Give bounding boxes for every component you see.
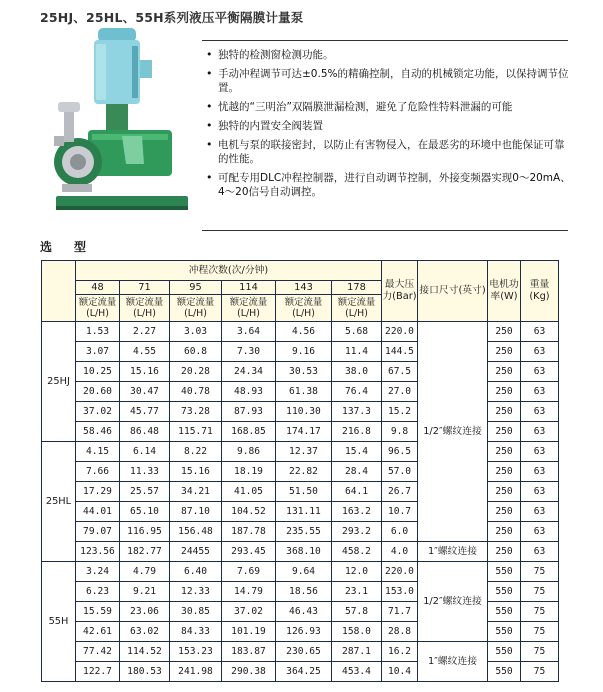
flow-value: 182.77	[120, 542, 170, 562]
flow-value: 60.8	[170, 342, 222, 362]
weight-value: 63	[521, 482, 559, 502]
weight-value: 63	[521, 362, 559, 382]
pressure-value: 220.0	[382, 562, 418, 582]
flow-value: 61.38	[276, 382, 332, 402]
flow-value: 1.53	[76, 322, 120, 342]
flow-value: 76.4	[332, 382, 382, 402]
features-top-rule	[202, 40, 568, 41]
flow-value: 42.61	[76, 622, 120, 642]
flow-value: 6.40	[170, 562, 222, 582]
flow-value: 137.3	[332, 402, 382, 422]
flow-value: 30.47	[120, 382, 170, 402]
feature-item: • 可配专用DLC冲程控制器，进行自动调节控制，外接变频器实现0～20mA、4～20信号自动调控。	[206, 171, 572, 199]
motor-power-value: 250	[488, 322, 521, 342]
pressure-value: 96.5	[382, 442, 418, 462]
flow-value: 4.79	[120, 562, 170, 582]
rated-flow-header: 额定流量(L/H)	[170, 295, 222, 322]
flow-value: 24.34	[222, 362, 276, 382]
flow-value: 110.30	[276, 402, 332, 422]
feature-item: • 电机与泵的联接密封，以防止有害物侵入，在最恶劣的环境中也能保证可靠的性能。	[206, 138, 572, 166]
flow-value: 216.8	[332, 422, 382, 442]
weight-value: 63	[521, 502, 559, 522]
motor-power-value: 550	[488, 562, 521, 582]
weight-value: 63	[521, 462, 559, 482]
flow-value: 9.86	[222, 442, 276, 462]
flow-value: 17.29	[76, 482, 120, 502]
pressure-value: 16.2	[382, 642, 418, 662]
flow-value: 30.85	[170, 602, 222, 622]
flow-value: 58.46	[76, 422, 120, 442]
flow-value: 123.56	[76, 542, 120, 562]
flow-value: 180.53	[120, 662, 170, 682]
flow-value: 6.14	[120, 442, 170, 462]
flow-value: 37.02	[76, 402, 120, 422]
model-cell: 55H	[42, 562, 76, 682]
flow-value: 7.69	[222, 562, 276, 582]
flow-value: 4.15	[76, 442, 120, 462]
flow-value: 287.1	[332, 642, 382, 662]
motor-power-value: 250	[488, 462, 521, 482]
flow-value: 11.4	[332, 342, 382, 362]
flow-value: 453.4	[332, 662, 382, 682]
pressure-value: 153.0	[382, 582, 418, 602]
motor-power-value: 550	[488, 622, 521, 642]
flow-value: 3.64	[222, 322, 276, 342]
flow-value: 77.42	[76, 642, 120, 662]
weight-value: 75	[521, 582, 559, 602]
page-title: 25HJ、25HL、55H系列液压平衡隔膜计量泵	[40, 10, 304, 25]
flow-value: 7.30	[222, 342, 276, 362]
flow-value: 25.57	[120, 482, 170, 502]
flow-value: 10.25	[76, 362, 120, 382]
motor-power-value: 250	[488, 342, 521, 362]
rated-flow-header: 额定流量(L/H)	[76, 295, 120, 322]
weight-value: 63	[521, 422, 559, 442]
flow-value: 63.02	[120, 622, 170, 642]
weight-value: 75	[521, 602, 559, 622]
stroke-group-header: 冲程次数(次/分钟)	[76, 261, 382, 281]
flow-value: 40.78	[170, 382, 222, 402]
stroke-rate-header: 143	[276, 281, 332, 295]
flow-value: 116.95	[120, 522, 170, 542]
port-size-cell: 1/2″螺纹连接	[418, 562, 488, 642]
stroke-rate-header: 48	[76, 281, 120, 295]
flow-value: 57.8	[332, 602, 382, 622]
weight-value: 75	[521, 662, 559, 682]
flow-value: 290.38	[222, 662, 276, 682]
flow-value: 183.87	[222, 642, 276, 662]
flow-value: 23.06	[120, 602, 170, 622]
motor-power-value: 250	[488, 422, 521, 442]
port-size-cell: 1/2″螺纹连接	[418, 322, 488, 542]
flow-value: 7.66	[76, 462, 120, 482]
flow-value: 174.17	[276, 422, 332, 442]
pressure-value: 28.8	[382, 622, 418, 642]
flow-value: 15.16	[120, 362, 170, 382]
flow-value: 51.50	[276, 482, 332, 502]
flow-value: 241.98	[170, 662, 222, 682]
flow-value: 293.2	[332, 522, 382, 542]
pressure-value: 67.5	[382, 362, 418, 382]
feature-list	[206, 48, 572, 204]
flow-value: 20.28	[170, 362, 222, 382]
motor-power-value: 550	[488, 642, 521, 662]
flow-value: 4.56	[276, 322, 332, 342]
motor-power-value: 250	[488, 402, 521, 422]
flow-value: 153.23	[170, 642, 222, 662]
port-size-cell: 1″螺纹连接	[418, 642, 488, 682]
features-bottom-rule	[202, 230, 568, 231]
spec-table	[41, 260, 559, 682]
flow-value: 12.0	[332, 562, 382, 582]
flow-value: 15.4	[332, 442, 382, 462]
flow-value: 38.0	[332, 362, 382, 382]
motor-power-value: 250	[488, 482, 521, 502]
motor-power-value: 250	[488, 362, 521, 382]
flow-value: 18.19	[222, 462, 276, 482]
flow-value: 9.64	[276, 562, 332, 582]
motor-power-value: 250	[488, 442, 521, 462]
pressure-value: 26.7	[382, 482, 418, 502]
stroke-rate-header: 71	[120, 281, 170, 295]
flow-value: 24455	[170, 542, 222, 562]
weight-value: 63	[521, 382, 559, 402]
stroke-rate-header: 178	[332, 281, 382, 295]
flow-value: 9.21	[120, 582, 170, 602]
flow-value: 12.33	[170, 582, 222, 602]
pressure-value: 9.8	[382, 422, 418, 442]
pressure-value: 144.5	[382, 342, 418, 362]
port-size-cell: 1″螺纹连接	[418, 542, 488, 562]
flow-value: 86.48	[120, 422, 170, 442]
motor-power-value: 250	[488, 542, 521, 562]
flow-value: 168.85	[222, 422, 276, 442]
pressure-value: 10.7	[382, 502, 418, 522]
flow-value: 122.7	[76, 662, 120, 682]
table-row	[42, 562, 559, 582]
motor-power-value: 250	[488, 382, 521, 402]
flow-value: 4.55	[120, 342, 170, 362]
flow-value: 368.10	[276, 542, 332, 562]
flow-value: 3.03	[170, 322, 222, 342]
weight-value: 63	[521, 522, 559, 542]
weight-value: 63	[521, 542, 559, 562]
flow-value: 15.59	[76, 602, 120, 622]
flow-value: 131.11	[276, 502, 332, 522]
table-row	[42, 642, 559, 662]
motor-power-value: 550	[488, 582, 521, 602]
flow-value: 156.48	[170, 522, 222, 542]
pressure-value: 220.0	[382, 322, 418, 342]
table-row	[42, 542, 559, 562]
selection-heading: 选型	[40, 240, 109, 254]
flow-value: 3.07	[76, 342, 120, 362]
port-size-header: 接口尺寸(英寸)	[418, 261, 488, 322]
flow-value: 12.37	[276, 442, 332, 462]
pressure-value: 4.0	[382, 542, 418, 562]
flow-value: 11.33	[120, 462, 170, 482]
flow-value: 65.10	[120, 502, 170, 522]
flow-value: 84.33	[170, 622, 222, 642]
flow-value: 6.23	[76, 582, 120, 602]
flow-value: 187.78	[222, 522, 276, 542]
flow-value: 126.93	[276, 622, 332, 642]
flow-value: 230.65	[276, 642, 332, 662]
flow-value: 79.07	[76, 522, 120, 542]
flow-value: 15.16	[170, 462, 222, 482]
stroke-rate-header: 95	[170, 281, 222, 295]
motor-power-header: 电机功率(W)	[488, 261, 521, 322]
table-row	[42, 322, 559, 342]
motor-power-value: 550	[488, 602, 521, 622]
pressure-value: 57.0	[382, 462, 418, 482]
weight-value: 63	[521, 342, 559, 362]
flow-value: 3.24	[76, 562, 120, 582]
flow-value: 163.2	[332, 502, 382, 522]
flow-value: 45.77	[120, 402, 170, 422]
flow-value: 34.21	[170, 482, 222, 502]
flow-value: 115.71	[170, 422, 222, 442]
flow-value: 364.25	[276, 662, 332, 682]
stroke-rate-header: 114	[222, 281, 276, 295]
flow-value: 8.22	[170, 442, 222, 462]
flow-value: 20.60	[76, 382, 120, 402]
flow-value: 30.53	[276, 362, 332, 382]
flow-value: 87.93	[222, 402, 276, 422]
feature-item: • 独特的内置安全阀装置	[206, 119, 572, 133]
pressure-value: 10.4	[382, 662, 418, 682]
pressure-value: 71.7	[382, 602, 418, 622]
rated-flow-header: 额定流量(L/H)	[120, 295, 170, 322]
flow-value: 41.05	[222, 482, 276, 502]
flow-value: 28.4	[332, 462, 382, 482]
pump-photo	[44, 24, 192, 220]
flow-value: 235.55	[276, 522, 332, 542]
feature-item: • 手动冲程调节可达±0.5%的精确控制，自动的机械锁定功能，以保持调节位置。	[206, 67, 572, 95]
flow-value: 14.79	[222, 582, 276, 602]
flow-value: 293.45	[222, 542, 276, 562]
flow-value: 114.52	[120, 642, 170, 662]
max-pressure-header: 最大压力(Bar)	[382, 261, 418, 322]
rated-flow-header: 额定流量(L/H)	[332, 295, 382, 322]
weight-header: 重量(Kg)	[521, 261, 559, 322]
flow-value: 73.28	[170, 402, 222, 422]
model-cell: 25HJ	[42, 322, 76, 442]
weight-value: 75	[521, 642, 559, 662]
pressure-value: 27.0	[382, 382, 418, 402]
motor-power-value: 550	[488, 662, 521, 682]
feature-item: • 独特的检测窗检测功能。	[206, 48, 572, 62]
corner-blank	[42, 261, 76, 322]
weight-value: 63	[521, 442, 559, 462]
flow-value: 48.93	[222, 382, 276, 402]
flow-value: 104.52	[222, 502, 276, 522]
rated-flow-header: 额定流量(L/H)	[276, 295, 332, 322]
flow-value: 158.0	[332, 622, 382, 642]
flow-value: 23.1	[332, 582, 382, 602]
rated-flow-header: 额定流量(L/H)	[222, 295, 276, 322]
flow-value: 46.43	[276, 602, 332, 622]
pressure-value: 15.2	[382, 402, 418, 422]
weight-value: 75	[521, 622, 559, 642]
model-cell: 25HL	[42, 442, 76, 562]
weight-value: 75	[521, 562, 559, 582]
flow-value: 64.1	[332, 482, 382, 502]
flow-value: 37.02	[222, 602, 276, 622]
feature-item: • 忧越的“三明治”双隔膜泄漏检测，避免了危险性特料泄漏的可能	[206, 100, 572, 114]
pressure-value: 6.0	[382, 522, 418, 542]
flow-value: 2.27	[120, 322, 170, 342]
flow-value: 44.01	[76, 502, 120, 522]
flow-value: 5.68	[332, 322, 382, 342]
weight-value: 63	[521, 322, 559, 342]
flow-value: 458.2	[332, 542, 382, 562]
motor-power-value: 250	[488, 502, 521, 522]
flow-value: 18.56	[276, 582, 332, 602]
flow-value: 87.10	[170, 502, 222, 522]
motor-power-value: 250	[488, 522, 521, 542]
flow-value: 9.16	[276, 342, 332, 362]
flow-value: 22.82	[276, 462, 332, 482]
flow-value: 101.19	[222, 622, 276, 642]
weight-value: 63	[521, 402, 559, 422]
